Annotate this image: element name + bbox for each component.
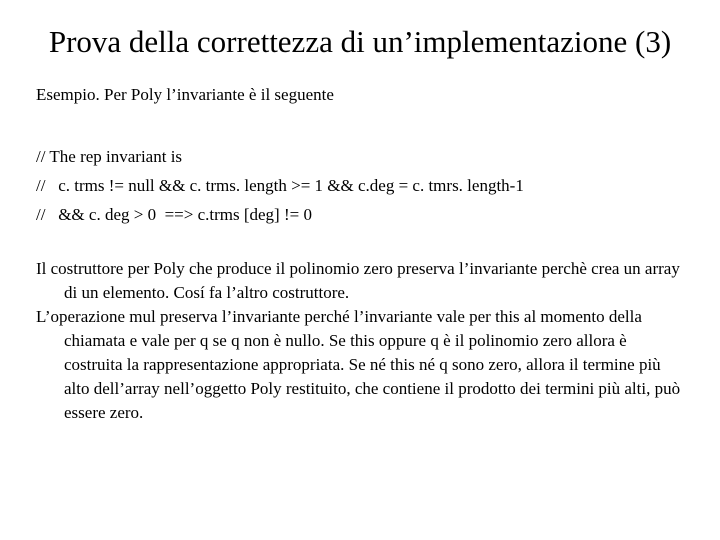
slide-title: Prova della correttezza di un’implementazione (3) [48, 24, 672, 59]
code-line-2: // c. trms != null && c. trms. length >= 1 && c.deg = c. tmrs. length-1 [36, 176, 524, 195]
paragraph-mul-operation: L’operazione mul preserva l’invariante perché l’invariante vale per this al momento della chiamata e vale per q se q non è nullo. Se this oppure q è il polinomio zero allora è costruita la rappresentazione appropriata. Se né this né q sono zero, allora il termine più alto dell’array nell’oggetto Poly restituito, che contiene il prodotto dei termini più alti, può essere zero. [36, 307, 681, 422]
code-block [36, 142, 524, 229]
intro-text: Esempio. Per Poly l’invariante è il seguente [36, 85, 334, 104]
paragraph-constructor: Il costruttore per Poly che produce il polinomio zero preserva l’invariante perchè crea un array di un elemento. Cosí fa l’altro costruttore. [36, 259, 680, 302]
code-line-1: // The rep invariant is [36, 147, 183, 166]
code-line-3: // && c. deg > 0 ==> c.trms [deg] != 0 [36, 205, 312, 224]
body-text [36, 257, 684, 425]
